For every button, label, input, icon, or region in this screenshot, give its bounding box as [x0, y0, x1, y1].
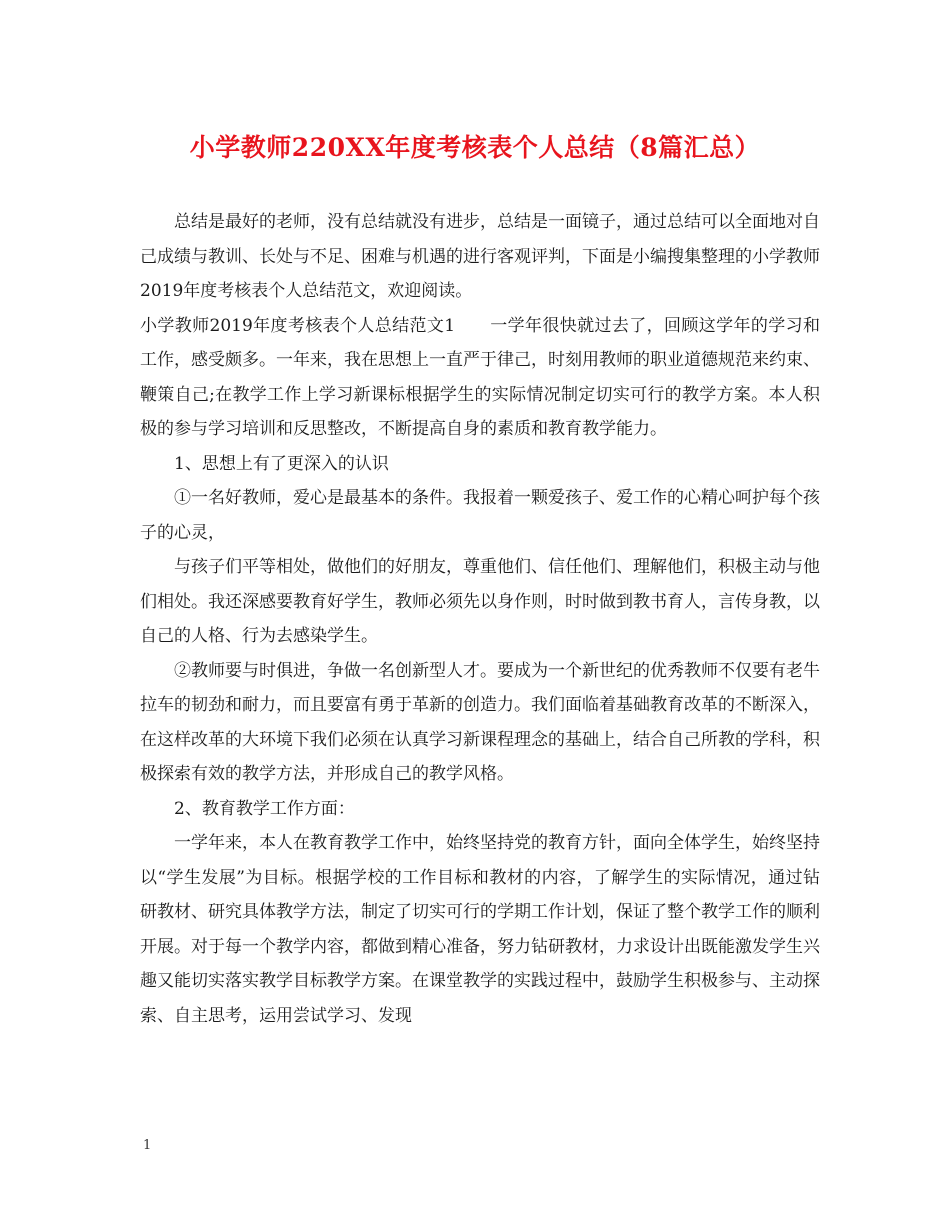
page-number: 1 [143, 1138, 152, 1153]
paragraph-equality: 与孩子们平等相处，做他们的好朋友，尊重他们、信任他们、理解他们，积极主动与他们相处。我还深感要教育好学生，教师必须先以身作则，时时做到教书育人，言传身教，以自己的人格、行为去感染学生。 [140, 557, 820, 646]
paragraph-subheading-thought: 1、思想上有了更深入的认识 [174, 453, 389, 474]
paragraph-innovation: ②教师要与时俱进，争做一名创新型人才。要成为一个新世纪的优秀教师不仅要有老牛拉车的韧劲和耐力，而且要富有勇于革新的创造力。我们面临着基础教育改革的不断深入，在这样改革的大环境下我们必须在认真学习新课程理念的基础上，结合自己所教的学科，积极探索有效的教学方法，并形成自己的教学风格。 [140, 660, 820, 784]
document-body [140, 205, 820, 1033]
paragraph-love: ①一名好教师，爱心是最基本的条件。我报着一颗爱孩子、爱工作的心精心呵护每个孩子的心灵， [140, 488, 820, 543]
paragraph-teaching: 一学年来，本人在教育教学工作中，始终坚持党的教育方针，面向全体学生，始终坚持以“学生发展”为目标。根据学校的工作目标和教材的内容，了解学生的实际情况，通过钻研教材、研究具体教学方法，制定了切实可行的学期工作计划，保证了整个教学工作的顺利开展。对于每一个教学内容，都做到精心准备，努力钻研教材，力求设计出既能激发学生兴趣又能切实落实教学目标教学方案。在课堂教学的实践过程中，鼓励学生积极参与、主动探索、自主思考，运用尝试学习、发现 [140, 833, 820, 1026]
paragraph-section-1-heading: 小学教师2019年度考核表个人总结范文1 一学年很快就过去了，回顾这学年的学习和工作，感受颇多。一年来，我在思想上一直严于律己，时刻用教师的职业道德规范来约束、鞭策自己;在教学工作上学习新课标根据学生的实际情况制定切实可行的教学方案。本人积极的参与学习培训和反思整改，不断提高自身的素质和教育教学能力。 [140, 315, 820, 439]
paragraph-intro: 总结是最好的老师，没有总结就没有进步，总结是一面镜子，通过总结可以全面地对自己成绩与教训、长处与不足、困难与机遇的进行客观评判，下面是小编搜集整理的小学教师2019年度考核表个人总结范文，欢迎阅读。 [140, 212, 820, 301]
document-title: 小学教师220XX年度考核表个人总结（8篇汇总） [189, 133, 761, 162]
paragraph-subheading-teaching: 2、教育教学工作方面： [174, 798, 355, 819]
